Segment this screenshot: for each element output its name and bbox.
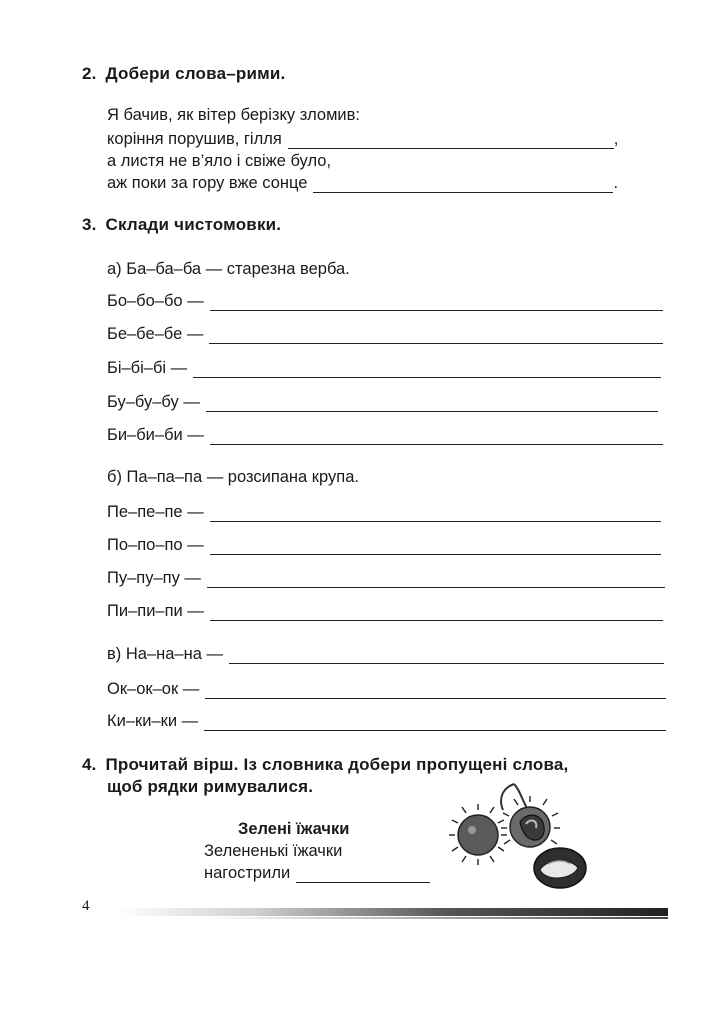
task-2-title	[82, 64, 285, 84]
answer-blank[interactable]	[210, 540, 661, 555]
task-4-title-line2: щоб рядки римувалися.	[107, 777, 314, 796]
answer-blank[interactable]	[204, 716, 666, 731]
task-2-number: 2.	[82, 64, 97, 83]
example-text: а) Ба–ба–ба — старезна верба.	[107, 260, 350, 278]
task-3-title	[82, 215, 281, 235]
poem-line	[204, 864, 430, 883]
example-text: б) Па–па–па — розсипана крупа.	[107, 468, 359, 486]
exercise-row	[107, 645, 664, 664]
syllable-prompt: Пи–пи–пи —	[107, 602, 204, 620]
answer-blank[interactable]	[210, 430, 663, 445]
syllable-prompt: Пу–пу–пу —	[107, 569, 201, 587]
task-4-heading: Прочитай вірш. Із словника добери пропущені слова,	[105, 755, 569, 774]
exercise-row	[107, 426, 663, 445]
answer-blank[interactable]	[206, 397, 658, 412]
example-a	[107, 260, 350, 279]
task-3-number: 3.	[82, 215, 97, 234]
page-number: 4	[82, 898, 90, 914]
task-4-title	[82, 755, 568, 775]
exercise-row	[107, 680, 666, 699]
poem-line-text: Я бачив, як вітер берізку зломив:	[107, 106, 360, 124]
poem-line	[204, 842, 342, 861]
poem-title: Зелені їжачки	[238, 820, 350, 838]
exercise-row	[107, 292, 663, 311]
syllable-prompt: По–по–по —	[107, 536, 204, 554]
poem-line-text: коріння порушив, гілля	[107, 130, 282, 148]
answer-blank[interactable]	[210, 606, 663, 621]
answer-blank[interactable]	[207, 573, 665, 588]
exercise-row	[107, 325, 663, 344]
answer-blank[interactable]	[205, 684, 666, 699]
punctuation: ,	[613, 130, 619, 148]
poem-line-text: Зелененькі їжачки	[204, 842, 343, 860]
syllable-prompt: Бо–бо–бо —	[107, 292, 204, 310]
exercise-row	[107, 712, 666, 731]
poem-line-text: а листя не в’яло і свіже було,	[107, 152, 332, 170]
poem-line-text: нагострили	[204, 864, 291, 882]
syllable-prompt: Бе–бе–бе —	[107, 325, 204, 343]
answer-blank[interactable]	[210, 296, 663, 311]
answer-blank[interactable]	[288, 134, 614, 149]
syllable-prompt: Ки–ки–ки —	[107, 712, 199, 730]
answer-blank[interactable]	[193, 363, 661, 378]
exercise-row	[107, 569, 665, 588]
punctuation: .	[613, 174, 619, 192]
footer-decorative-bar	[118, 908, 668, 916]
poem-line-1	[107, 106, 360, 125]
poem-line-2	[107, 130, 618, 149]
chestnuts-icon	[448, 780, 588, 895]
syllable-prompt: Бу–бу–бу —	[107, 393, 200, 411]
answer-blank[interactable]	[313, 178, 613, 193]
exercise-row	[107, 602, 663, 621]
poem-line-text: аж поки за гору вже сонце	[107, 174, 308, 192]
footer-decorative-bar-thin	[200, 917, 668, 919]
answer-blank[interactable]	[210, 507, 661, 522]
poem-line-3	[107, 152, 331, 171]
exercise-row	[107, 503, 661, 522]
task-4-number: 4.	[82, 755, 97, 774]
syllable-prompt: в) На–на–на —	[107, 645, 223, 663]
exercise-row	[107, 536, 661, 555]
poem-line-4	[107, 174, 618, 193]
exercise-row	[107, 359, 661, 378]
answer-blank[interactable]	[209, 329, 663, 344]
answer-blank[interactable]	[229, 649, 664, 664]
task-3-heading: Склади чистомовки.	[105, 215, 282, 234]
example-b	[107, 468, 359, 487]
syllable-prompt: Би–би–би —	[107, 426, 204, 444]
answer-blank[interactable]	[296, 868, 430, 883]
syllable-prompt: Бі–бі–бі —	[107, 359, 188, 377]
exercise-row	[107, 393, 658, 412]
syllable-prompt: Пе–пе–пе —	[107, 503, 204, 521]
task-2-heading: Добери слова–рими.	[105, 64, 286, 83]
syllable-prompt: Ок–ок–ок —	[107, 680, 200, 698]
